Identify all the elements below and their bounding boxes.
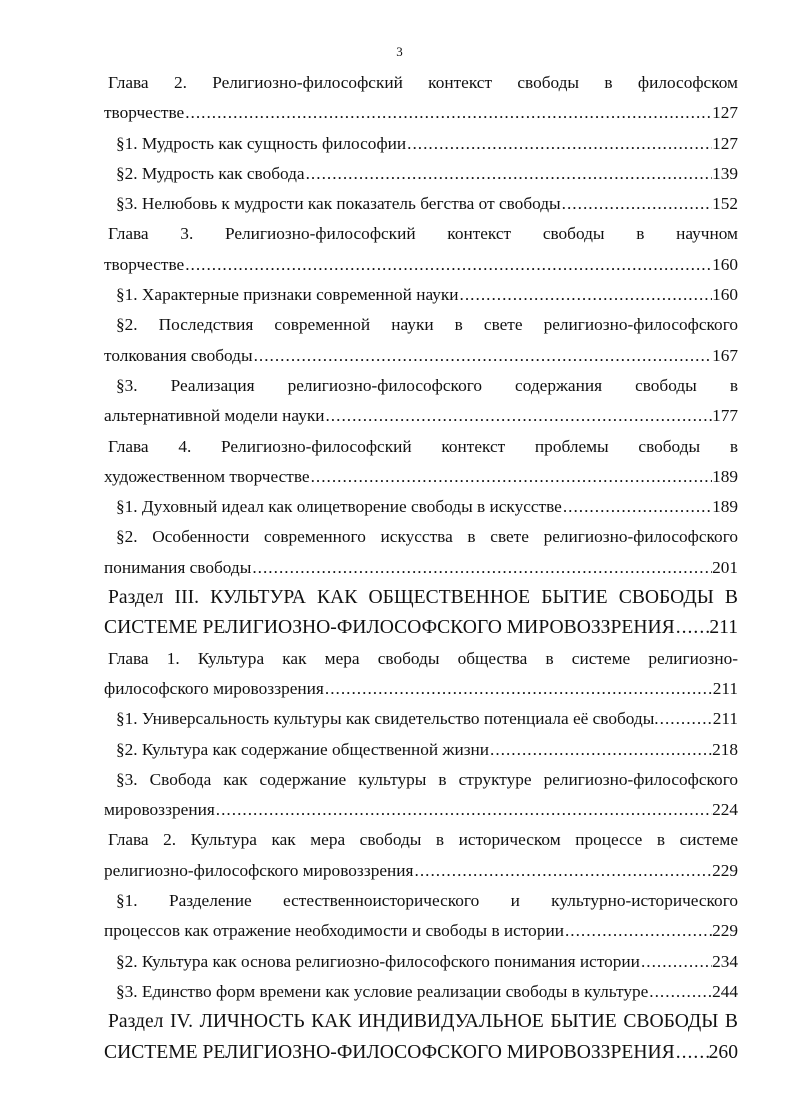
toc-leader-dots — [310, 462, 713, 492]
toc-entry — [104, 977, 738, 1007]
toc-entry-title: мировоззрения — [104, 800, 215, 820]
toc-entry-page-number: 127 — [712, 103, 738, 123]
toc-entry — [104, 886, 738, 947]
toc-entry-title: §1. Универсальность культуры как свидетельство потенциала её свободы. — [116, 709, 659, 729]
toc-entry-leader-line — [104, 189, 738, 219]
toc-entry-first-line: §3. Свобода как содержание культуры в структуре религиозно-философского — [116, 769, 738, 789]
toc-entry-page-number: 244 — [712, 981, 738, 1001]
toc-entry — [104, 765, 738, 826]
toc-entry-first-line: Глава 4. Религиозно-философский контекст проблемы свободы в — [108, 436, 738, 456]
toc-leader-dots — [251, 553, 712, 583]
toc-entry — [104, 310, 738, 371]
toc-leader-dots — [659, 704, 713, 734]
toc-entry-page-number: 211 — [709, 617, 738, 639]
toc-leader-dots — [324, 401, 712, 431]
toc-entry-title: СИСТЕМЕ РЕЛИГИОЗНО-ФИЛОСОФСКОГО МИРОВОЗЗРЕНИЯ — [104, 1041, 675, 1063]
toc-entry-leader-line — [104, 159, 738, 189]
toc-entry-leader-line — [104, 462, 738, 492]
toc-entry-first-line: Глава 2. Культура как мера свободы в историческом процессе в системе — [108, 830, 738, 850]
toc-entry — [104, 947, 738, 977]
toc-entry-title: понимания свободы — [104, 557, 252, 577]
toc-entry — [104, 644, 738, 705]
toc-entry-first-line: §2. Особенности современного искусства в свете религиозно-философского — [116, 527, 738, 547]
toc-entry-first-line: §3. Реализация религиозно-философского содержания свободы в — [116, 375, 738, 395]
toc-entry-title: §1. Мудрость как сущность философии — [116, 133, 407, 153]
toc-entry-leader-line — [104, 1038, 738, 1068]
toc-leader-dots — [459, 280, 713, 310]
table-of-contents — [104, 68, 738, 1068]
toc-leader-dots — [562, 492, 712, 522]
toc-entry — [104, 280, 738, 310]
toc-entry-leader-line — [104, 129, 738, 159]
toc-entry-leader-line — [104, 795, 738, 825]
toc-entry-leader-line — [104, 613, 738, 643]
toc-entry — [104, 68, 738, 129]
toc-entry-page-number: 177 — [712, 406, 738, 426]
page-number: 3 — [396, 44, 403, 59]
toc-entry-page-number: 160 — [712, 285, 738, 305]
toc-entry-page-number: 211 — [712, 678, 738, 698]
toc-leader-dots — [640, 947, 712, 977]
toc-entry-leader-line — [104, 856, 738, 886]
toc-leader-dots — [305, 159, 712, 189]
toc-entry-first-line: Глава 2. Религиозно-философский контекст свободы в философском — [108, 73, 738, 92]
toc-entry-leader-line — [104, 401, 738, 431]
toc-entry-title: §3. Нелюбовь к мудрости как показатель бегства от свободы — [116, 194, 561, 214]
toc-entry-leader-line — [104, 553, 738, 583]
toc-entry — [104, 492, 738, 522]
toc-entry-title: §2. Мудрость как свобода — [116, 163, 305, 183]
toc-entry-title: религиозно-философского мировоззрения — [104, 860, 414, 880]
toc-entry-first-line: §1. Разделение естественноисторического и культурно-исторического — [116, 891, 738, 911]
toc-entry — [104, 371, 738, 432]
toc-entry-title: §1. Характерные признаки современной науки — [116, 285, 459, 305]
toc-entry-title: толкования свободы — [104, 345, 253, 365]
toc-entry-title: §1. Духовный идеал как олицетворение свободы в искусстве — [116, 497, 562, 517]
toc-entry-leader-line — [104, 492, 738, 522]
toc-leader-dots — [215, 795, 712, 825]
toc-entry — [104, 704, 738, 734]
toc-entry-title: творчестве — [104, 103, 185, 123]
toc-entry — [104, 583, 738, 644]
toc-leader-dots — [414, 856, 713, 886]
toc-leader-dots — [489, 735, 712, 765]
toc-leader-dots — [675, 613, 710, 643]
toc-entry-page-number: 229 — [712, 860, 738, 880]
toc-entry-page-number: 234 — [712, 951, 738, 971]
toc-entry-title: §2. Культура как основа религиозно-философского понимания истории — [116, 951, 640, 971]
toc-entry — [104, 129, 738, 159]
toc-entry-page-number: 127 — [712, 133, 738, 153]
toc-leader-dots — [675, 1038, 709, 1068]
toc-entry-page-number: 211 — [712, 709, 738, 729]
toc-entry-title: творчестве — [104, 254, 185, 274]
toc-entry — [104, 735, 738, 765]
toc-entry-page-number: 218 — [712, 739, 738, 759]
toc-entry — [104, 1007, 738, 1068]
toc-entry-page-number: 260 — [708, 1041, 738, 1063]
toc-entry-first-line: §2. Последствия современной науки в свете религиозно-философского — [116, 315, 738, 335]
toc-entry-leader-line — [104, 280, 738, 310]
toc-entry-page-number: 201 — [712, 557, 738, 577]
toc-entry-leader-line — [104, 98, 738, 128]
toc-entry-leader-line — [104, 947, 738, 977]
toc-entry-page-number: 224 — [712, 800, 738, 820]
toc-leader-dots — [648, 977, 712, 1007]
toc-entry-leader-line — [104, 704, 738, 734]
toc-entry-leader-line — [104, 735, 738, 765]
toc-entry-leader-line — [104, 977, 738, 1007]
toc-entry-first-line: Глава 3. Религиозно-философский контекст свободы в научном — [108, 224, 738, 244]
toc-entry-leader-line — [104, 916, 738, 946]
toc-entry-page-number: 229 — [712, 921, 738, 941]
toc-entry — [104, 522, 738, 583]
toc-entry-page-number: 139 — [712, 163, 738, 183]
toc-entry — [104, 189, 738, 219]
toc-entry-first-line: Раздел III. КУЛЬТУРА КАК ОБЩЕСТВЕННОЕ БЫТИЕ СВОБОДЫ В — [108, 587, 738, 609]
toc-entry-leader-line — [104, 250, 738, 280]
toc-entry-title: СИСТЕМЕ РЕЛИГИОЗНО-ФИЛОСОФСКОГО МИРОВОЗЗРЕНИЯ — [104, 617, 675, 639]
toc-entry — [104, 159, 738, 189]
toc-leader-dots — [184, 98, 712, 128]
toc-entry-page-number: 152 — [712, 194, 738, 214]
toc-entry-title: процессов как отражение необходимости и свободы в истории — [104, 921, 564, 941]
toc-leader-dots — [406, 129, 712, 159]
toc-entry-title: §3. Единство форм времени как условие реализации свободы в культуре — [116, 981, 649, 1001]
toc-leader-dots — [324, 674, 713, 704]
toc-entry-title: философского мировоззрения — [104, 678, 324, 698]
toc-entry — [104, 219, 738, 280]
toc-entry-page-number: 189 — [712, 497, 738, 517]
toc-entry-leader-line — [104, 341, 738, 371]
toc-entry-first-line: Глава 1. Культура как мера свободы общества в системе религиозно- — [108, 648, 738, 668]
toc-leader-dots — [184, 250, 712, 280]
toc-leader-dots — [561, 189, 712, 219]
toc-entry-title: альтернативной модели науки — [104, 406, 325, 426]
toc-entry-leader-line — [104, 674, 738, 704]
toc-entry-page-number: 160 — [712, 254, 738, 274]
toc-leader-dots — [564, 916, 712, 946]
toc-entry-title: §2. Культура как содержание общественной жизни — [116, 739, 490, 759]
toc-leader-dots — [253, 341, 713, 371]
toc-entry-first-line: Раздел IV. ЛИЧНОСТЬ КАК ИНДИВИДУАЛЬНОЕ БЫТИЕ СВОБОДЫ В — [108, 1011, 738, 1033]
toc-entry-page-number: 189 — [712, 466, 738, 486]
toc-entry — [104, 825, 738, 886]
toc-entry — [104, 432, 738, 493]
toc-entry-page-number: 167 — [712, 345, 738, 365]
toc-entry-title: художественном творчестве — [104, 466, 310, 486]
